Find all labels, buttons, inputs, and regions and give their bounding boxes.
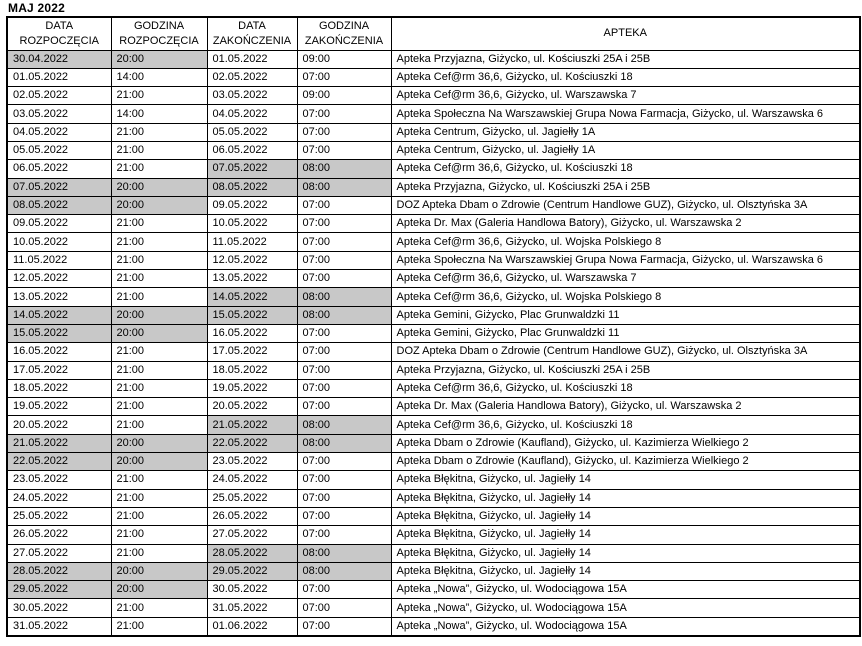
end-date-cell: 03.05.2022	[207, 87, 297, 105]
start-time-cell: 20:00	[111, 306, 207, 324]
end-date-cell: 22.05.2022	[207, 434, 297, 452]
pharmacy-cell: Apteka „Nowa”, Giżycko, ul. Wodociągowa 15A	[391, 599, 860, 617]
pharmacy-cell: Apteka Błękitna, Giżycko, ul. Jagiełły 14	[391, 562, 860, 580]
table-row	[7, 270, 860, 288]
end-date-cell: 31.05.2022	[207, 599, 297, 617]
pharmacy-cell: Apteka Gemini, Giżycko, Plac Grunwaldzki 11	[391, 324, 860, 342]
start-date-cell: 12.05.2022	[7, 270, 111, 288]
pharmacy-cell: Apteka Dbam o Zdrowie (Kaufland), Giżycko, ul. Kazimierza Wielkiego 2	[391, 434, 860, 452]
end-time-cell: 07:00	[297, 233, 391, 251]
end-date-cell: 07.05.2022	[207, 160, 297, 178]
pharmacy-cell: DOZ Apteka Dbam o Zdrowie (Centrum Handlowe GUZ), Giżycko, ul. Olsztyńska 3A	[391, 343, 860, 361]
pharmacy-cell: Apteka Społeczna Na Warszawskiej Grupa Nowa Farmacja, Giżycko, ul. Warszawska 6	[391, 251, 860, 269]
end-time-cell: 07:00	[297, 471, 391, 489]
pharmacy-cell: Apteka Dr. Max (Galeria Handlowa Batory), Giżycko, ul. Warszawska 2	[391, 215, 860, 233]
table-row	[7, 251, 860, 269]
start-date-cell: 02.05.2022	[7, 87, 111, 105]
table-row	[7, 471, 860, 489]
table-row	[7, 599, 860, 617]
end-time-cell: 07:00	[297, 343, 391, 361]
start-time-cell: 21:00	[111, 361, 207, 379]
pharmacy-cell: Apteka Cef@rm 36,6, Giżycko, ul. Wojska Polskiego 8	[391, 233, 860, 251]
start-time-cell: 20:00	[111, 434, 207, 452]
start-time-cell: 21:00	[111, 343, 207, 361]
end-time-cell: 08:00	[297, 160, 391, 178]
end-date-cell: 13.05.2022	[207, 270, 297, 288]
table-row	[7, 343, 860, 361]
end-time-cell: 08:00	[297, 562, 391, 580]
end-date-cell: 02.05.2022	[207, 68, 297, 86]
start-time-cell: 21:00	[111, 617, 207, 635]
end-date-cell: 18.05.2022	[207, 361, 297, 379]
pharmacy-cell: Apteka Błękitna, Giżycko, ul. Jagiełły 14	[391, 471, 860, 489]
table-row	[7, 544, 860, 562]
start-date-cell: 29.05.2022	[7, 581, 111, 599]
end-date-cell: 08.05.2022	[207, 178, 297, 196]
table-row	[7, 562, 860, 580]
start-date-cell: 06.05.2022	[7, 160, 111, 178]
end-time-cell: 07:00	[297, 141, 391, 159]
col-header-end-date: DATA ZAKOŃCZENIA	[207, 17, 297, 50]
pharmacy-cell: Apteka Cef@rm 36,6, Giżycko, ul. Wojska Polskiego 8	[391, 288, 860, 306]
pharmacy-cell: Apteka Społeczna Na Warszawskiej Grupa Nowa Farmacja, Giżycko, ul. Warszawska 6	[391, 105, 860, 123]
pharmacy-cell: Apteka Cef@rm 36,6, Giżycko, ul. Kościuszki 18	[391, 160, 860, 178]
pharmacy-cell: Apteka Cef@rm 36,6, Giżycko, ul. Kościuszki 18	[391, 68, 860, 86]
table-row	[7, 324, 860, 342]
start-date-cell: 17.05.2022	[7, 361, 111, 379]
end-time-cell: 07:00	[297, 105, 391, 123]
pharmacy-cell: Apteka Gemini, Giżycko, Plac Grunwaldzki 11	[391, 306, 860, 324]
end-date-cell: 04.05.2022	[207, 105, 297, 123]
start-date-cell: 01.05.2022	[7, 68, 111, 86]
start-date-cell: 25.05.2022	[7, 507, 111, 525]
table-row	[7, 507, 860, 525]
start-time-cell: 21:00	[111, 416, 207, 434]
start-time-cell: 21:00	[111, 141, 207, 159]
start-date-cell: 10.05.2022	[7, 233, 111, 251]
end-date-cell: 05.05.2022	[207, 123, 297, 141]
start-time-cell: 21:00	[111, 507, 207, 525]
end-date-cell: 16.05.2022	[207, 324, 297, 342]
end-time-cell: 07:00	[297, 526, 391, 544]
pharmacy-cell: Apteka Przyjazna, Giżycko, ul. Kościuszki 25A i 25B	[391, 361, 860, 379]
start-time-cell: 21:00	[111, 87, 207, 105]
table-row	[7, 398, 860, 416]
end-date-cell: 27.05.2022	[207, 526, 297, 544]
table-row	[7, 160, 860, 178]
start-date-cell: 30.05.2022	[7, 599, 111, 617]
end-time-cell: 07:00	[297, 379, 391, 397]
start-date-cell: 04.05.2022	[7, 123, 111, 141]
col-header-pharmacy: APTEKA	[391, 17, 860, 50]
table-row	[7, 288, 860, 306]
start-date-cell: 15.05.2022	[7, 324, 111, 342]
table-row	[7, 105, 860, 123]
start-time-cell: 21:00	[111, 379, 207, 397]
start-time-cell: 21:00	[111, 526, 207, 544]
end-date-cell: 28.05.2022	[207, 544, 297, 562]
table-row	[7, 196, 860, 214]
end-time-cell: 07:00	[297, 324, 391, 342]
start-date-cell: 27.05.2022	[7, 544, 111, 562]
start-date-cell: 07.05.2022	[7, 178, 111, 196]
pharmacy-cell: DOZ Apteka Dbam o Zdrowie (Centrum Handlowe GUZ), Giżycko, ul. Olsztyńska 3A	[391, 196, 860, 214]
end-date-cell: 09.05.2022	[207, 196, 297, 214]
end-time-cell: 09:00	[297, 87, 391, 105]
start-date-cell: 31.05.2022	[7, 617, 111, 635]
start-time-cell: 20:00	[111, 453, 207, 471]
start-date-cell: 23.05.2022	[7, 471, 111, 489]
table-row	[7, 233, 860, 251]
start-date-cell: 19.05.2022	[7, 398, 111, 416]
end-date-cell: 01.06.2022	[207, 617, 297, 635]
start-date-cell: 03.05.2022	[7, 105, 111, 123]
start-date-cell: 09.05.2022	[7, 215, 111, 233]
table-row	[7, 123, 860, 141]
col-header-start-time: GODZINA ROZPOCZĘCIA	[111, 17, 207, 50]
end-date-cell: 21.05.2022	[207, 416, 297, 434]
start-date-cell: 26.05.2022	[7, 526, 111, 544]
start-date-cell: 24.05.2022	[7, 489, 111, 507]
start-time-cell: 21:00	[111, 233, 207, 251]
start-date-cell: 22.05.2022	[7, 453, 111, 471]
pharmacy-cell: Apteka „Nowa”, Giżycko, ul. Wodociągowa 15A	[391, 581, 860, 599]
table-row	[7, 581, 860, 599]
end-time-cell: 07:00	[297, 453, 391, 471]
col-header-start-date: DATA ROZPOCZĘCIA	[7, 17, 111, 50]
end-date-cell: 20.05.2022	[207, 398, 297, 416]
table-row	[7, 87, 860, 105]
table-header	[7, 17, 860, 50]
start-date-cell: 14.05.2022	[7, 306, 111, 324]
pharmacy-cell: Apteka Przyjazna, Giżycko, ul. Kościuszki 25A i 25B	[391, 50, 860, 68]
start-time-cell: 20:00	[111, 562, 207, 580]
end-time-cell: 07:00	[297, 270, 391, 288]
pharmacy-cell: Apteka Dr. Max (Galeria Handlowa Batory), Giżycko, ul. Warszawska 2	[391, 398, 860, 416]
start-date-cell: 11.05.2022	[7, 251, 111, 269]
table-row	[7, 68, 860, 86]
start-time-cell: 21:00	[111, 270, 207, 288]
start-date-cell: 20.05.2022	[7, 416, 111, 434]
start-time-cell: 21:00	[111, 251, 207, 269]
end-date-cell: 23.05.2022	[207, 453, 297, 471]
end-date-cell: 19.05.2022	[207, 379, 297, 397]
start-date-cell: 28.05.2022	[7, 562, 111, 580]
start-time-cell: 21:00	[111, 544, 207, 562]
pharmacy-cell: Apteka Cef@rm 36,6, Giżycko, ul. Warszawska 7	[391, 270, 860, 288]
end-date-cell: 17.05.2022	[207, 343, 297, 361]
table-row	[7, 141, 860, 159]
start-time-cell: 20:00	[111, 324, 207, 342]
start-time-cell: 21:00	[111, 215, 207, 233]
end-time-cell: 07:00	[297, 398, 391, 416]
end-time-cell: 07:00	[297, 599, 391, 617]
start-time-cell: 21:00	[111, 599, 207, 617]
table-row	[7, 434, 860, 452]
table-row	[7, 215, 860, 233]
end-time-cell: 08:00	[297, 434, 391, 452]
table-row	[7, 306, 860, 324]
start-time-cell: 20:00	[111, 196, 207, 214]
pharmacy-cell: Apteka Błękitna, Giżycko, ul. Jagiełły 14	[391, 526, 860, 544]
end-date-cell: 29.05.2022	[207, 562, 297, 580]
end-date-cell: 12.05.2022	[207, 251, 297, 269]
start-time-cell: 14:00	[111, 68, 207, 86]
start-date-cell: 05.05.2022	[7, 141, 111, 159]
start-date-cell: 21.05.2022	[7, 434, 111, 452]
table-row	[7, 489, 860, 507]
duty-schedule-table	[6, 16, 861, 637]
start-date-cell: 08.05.2022	[7, 196, 111, 214]
end-date-cell: 10.05.2022	[207, 215, 297, 233]
end-time-cell: 08:00	[297, 544, 391, 562]
end-time-cell: 07:00	[297, 251, 391, 269]
end-time-cell: 08:00	[297, 306, 391, 324]
start-time-cell: 20:00	[111, 581, 207, 599]
end-date-cell: 14.05.2022	[207, 288, 297, 306]
end-time-cell: 07:00	[297, 507, 391, 525]
start-time-cell: 21:00	[111, 489, 207, 507]
end-date-cell: 01.05.2022	[207, 50, 297, 68]
start-time-cell: 20:00	[111, 178, 207, 196]
end-time-cell: 07:00	[297, 617, 391, 635]
table-row	[7, 453, 860, 471]
pharmacy-cell: Apteka Dbam o Zdrowie (Kaufland), Giżycko, ul. Kazimierza Wielkiego 2	[391, 453, 860, 471]
end-date-cell: 11.05.2022	[207, 233, 297, 251]
end-time-cell: 07:00	[297, 489, 391, 507]
start-time-cell: 21:00	[111, 288, 207, 306]
end-time-cell: 08:00	[297, 178, 391, 196]
start-time-cell: 21:00	[111, 160, 207, 178]
table-row	[7, 178, 860, 196]
end-time-cell: 08:00	[297, 288, 391, 306]
page-title: MAJ 2022	[8, 1, 65, 15]
col-header-end-time: GODZINA ZAKOŃCZENIA	[297, 17, 391, 50]
end-date-cell: 25.05.2022	[207, 489, 297, 507]
pharmacy-cell: Apteka Cef@rm 36,6, Giżycko, ul. Kościuszki 18	[391, 379, 860, 397]
start-time-cell: 21:00	[111, 471, 207, 489]
table-row	[7, 416, 860, 434]
pharmacy-cell: Apteka Błękitna, Giżycko, ul. Jagiełły 14	[391, 507, 860, 525]
pharmacy-cell: Apteka Cef@rm 36,6, Giżycko, ul. Kościuszki 18	[391, 416, 860, 434]
pharmacy-cell: Apteka Błękitna, Giżycko, ul. Jagiełły 14	[391, 489, 860, 507]
start-time-cell: 21:00	[111, 123, 207, 141]
end-date-cell: 06.05.2022	[207, 141, 297, 159]
table-row	[7, 379, 860, 397]
table-body	[7, 50, 860, 636]
table-row	[7, 50, 860, 68]
pharmacy-cell: Apteka Centrum, Giżycko, ul. Jagiełły 1A	[391, 141, 860, 159]
end-time-cell: 07:00	[297, 123, 391, 141]
table-row	[7, 617, 860, 635]
end-time-cell: 07:00	[297, 361, 391, 379]
table-row	[7, 361, 860, 379]
end-time-cell: 07:00	[297, 196, 391, 214]
end-time-cell: 07:00	[297, 215, 391, 233]
header-row	[7, 17, 860, 50]
pharmacy-cell: Apteka Błękitna, Giżycko, ul. Jagiełły 14	[391, 544, 860, 562]
start-date-cell: 16.05.2022	[7, 343, 111, 361]
pharmacy-cell: Apteka Cef@rm 36,6, Giżycko, ul. Warszawska 7	[391, 87, 860, 105]
table-row	[7, 526, 860, 544]
start-date-cell: 18.05.2022	[7, 379, 111, 397]
start-time-cell: 21:00	[111, 398, 207, 416]
end-time-cell: 07:00	[297, 581, 391, 599]
pharmacy-cell: Apteka „Nowa”, Giżycko, ul. Wodociągowa 15A	[391, 617, 860, 635]
end-date-cell: 24.05.2022	[207, 471, 297, 489]
end-time-cell: 08:00	[297, 416, 391, 434]
start-date-cell: 13.05.2022	[7, 288, 111, 306]
end-date-cell: 26.05.2022	[207, 507, 297, 525]
start-time-cell: 20:00	[111, 50, 207, 68]
pharmacy-cell: Apteka Centrum, Giżycko, ul. Jagiełły 1A	[391, 123, 860, 141]
end-date-cell: 30.05.2022	[207, 581, 297, 599]
pharmacy-cell: Apteka Przyjazna, Giżycko, ul. Kościuszki 25A i 25B	[391, 178, 860, 196]
end-time-cell: 09:00	[297, 50, 391, 68]
end-date-cell: 15.05.2022	[207, 306, 297, 324]
start-date-cell: 30.04.2022	[7, 50, 111, 68]
start-time-cell: 14:00	[111, 105, 207, 123]
end-time-cell: 07:00	[297, 68, 391, 86]
